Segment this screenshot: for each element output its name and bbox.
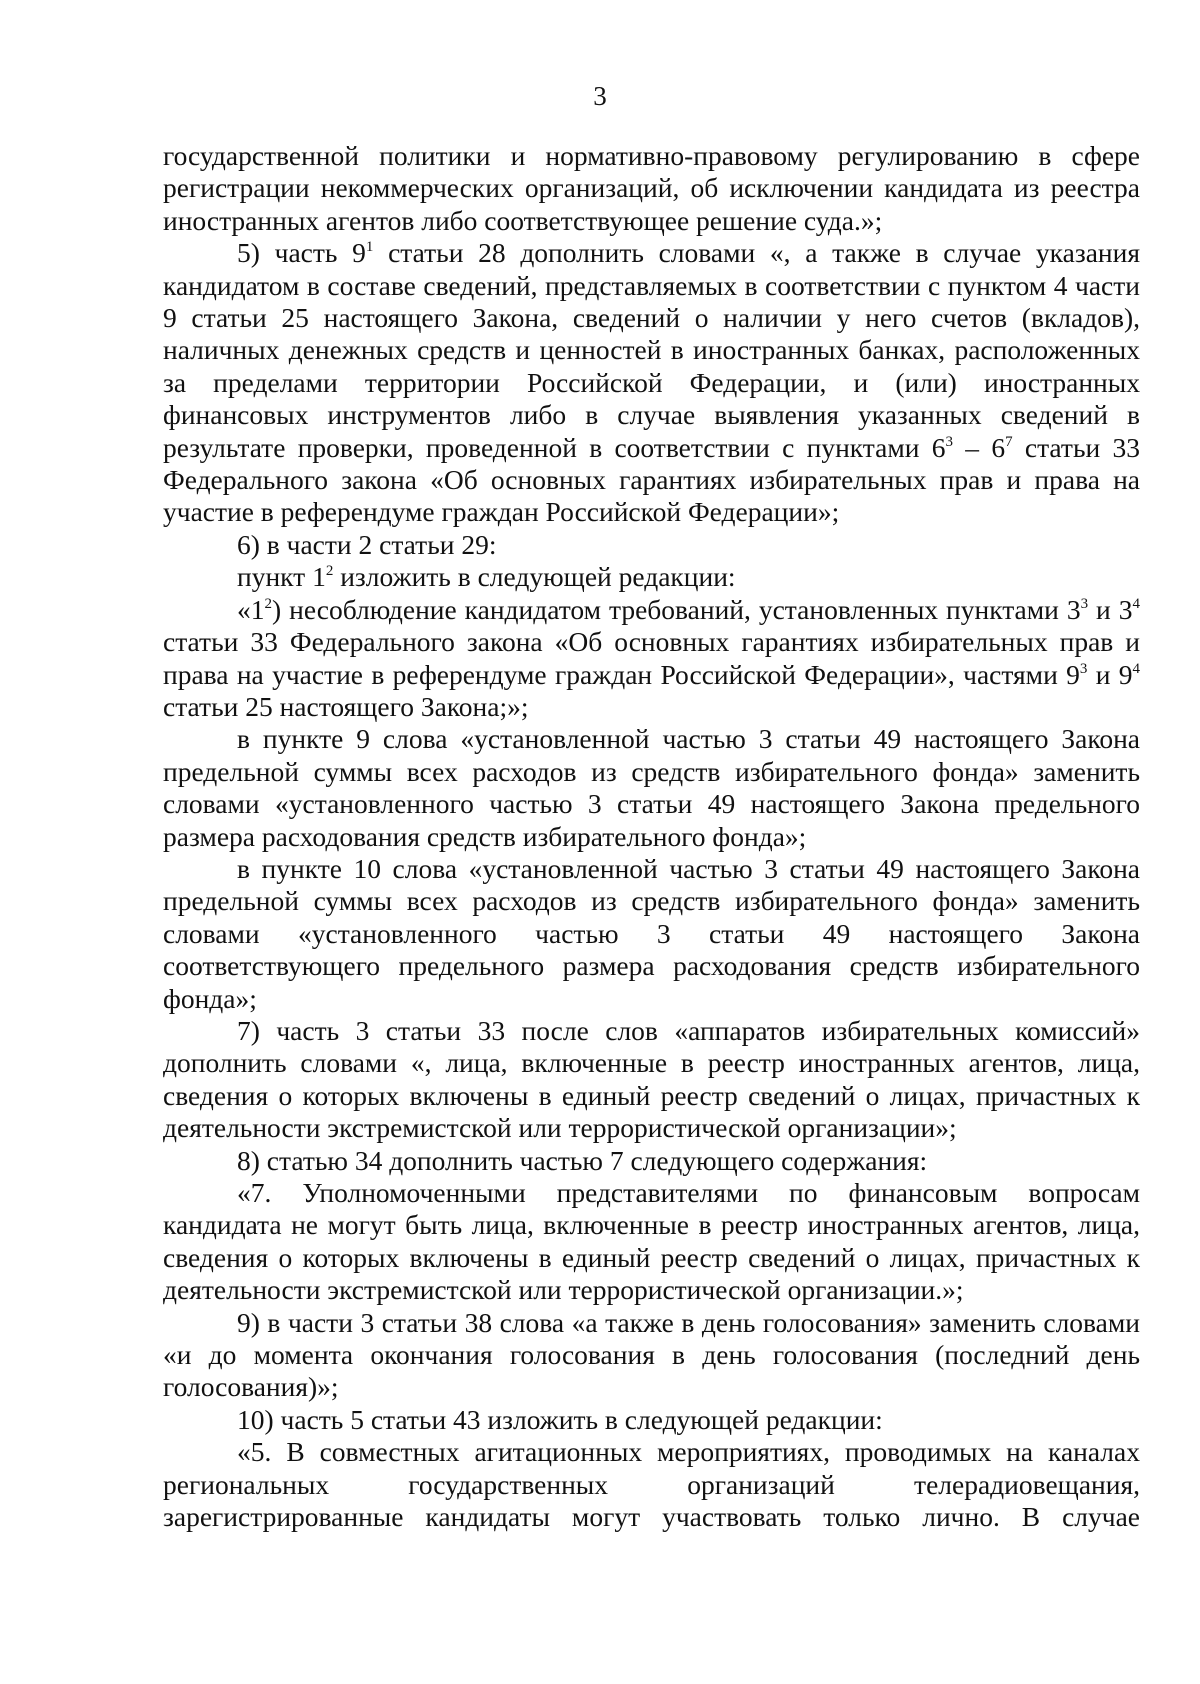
superscript: 2 [325, 563, 334, 580]
superscript: 3 [945, 433, 954, 450]
paragraph-quote-1-2: «$1^2$) несоблюдение кандидатом требований, установленных пунктами $3^3$ и $3^4$ статьи 33 Федерального закона «Об основных гарантиях избирательных прав и права на участие в референдуме граждан Российской Федерации», частями $9^3$ и $9^4$ статьи 25 настоящего Закона;»; [163, 593, 1141, 722]
superscript: 7 [1005, 433, 1013, 450]
superscript: 1 [365, 239, 374, 256]
page-number: 3 [593, 81, 607, 111]
paragraph-quote-5: «5. В совместных агитационных мероприятиях, проводимых на каналах региональных государственных организаций телерадиовещания, зарегистрированные кандидаты могут участвовать только лично. В случае [163, 1436, 1140, 1533]
paragraph: государственной политики и нормативно-правовому регулированию в сфере регистрации некоммерческих организаций, об исключении кандидата из реестра иностранных агентов либо соответствующее решение суда.»; [163, 140, 1140, 236]
paragraph-item-9: 9) в части 3 статьи 38 слова «а также в день голосования» заменить словами «и до момента окончания голосования в день голосования (последний день голосования)»; [163, 1306, 1140, 1403]
paragraph-quote-7: «7. Уполномоченными представителями по финансовым вопросам кандидата не могут быть лица, включенные в реестр иностранных агентов, лица, сведения о которых включены в единый реестр сведений о лицах, причастных к деятельности экстремистской или террористической организации.»; [163, 1177, 1140, 1306]
superscript: 3 [1079, 660, 1088, 677]
paragraph-item-6: 6) в части 2 статьи 29: [237, 528, 497, 560]
superscript: 2 [264, 595, 272, 612]
paragraph-item-10: 10) часть 5 статьи 43 изложить в следующей редакции: [237, 1403, 883, 1435]
paragraph: пункт $1^2$ изложить в следующей редакции: [237, 561, 736, 593]
paragraph: в пункте 9 слова «установленной частью 3 статьи 49 настоящего Закона предельной суммы всех расходов из средств избирательного фонда» заменить словами «установленного частью 3 статьи 49 настоящего Закона предельного размера расходования средств избирательного фонда»; [163, 723, 1140, 852]
paragraph-item-5: 5) часть $9^1$ статьи 28 дополнить словами «, а также в случае указания кандидатом в составе сведений, представляемых в соответствии с пунктом 4 части 9 статьи 25 настоящего Закона, сведений о наличии у него счетов (вкладов), наличных денежных средств и ценностей в иностранных банках, расположенных за пределами территории Российской Федерации, и (или) иностранных финансовых инструментов либо в случае выявления указанных сведений в результате проверки, проведенной в соответствии с пунктами $6^3 - 6^7$ статьи 33 Федерального закона «Об основных гарантиях избирательных прав и права на участие в референдуме граждан Российской Федерации»; [163, 237, 1140, 528]
paragraph: в пункте 10 слова «установленной частью 3 статьи 49 настоящего Закона предельной суммы всех расходов из средств избирательного фонда» заменить словами «установленного частью 3 статьи 49 настоящего Закона соответствующего предельного размера расходования средств избирательного фонда»; [163, 852, 1140, 1014]
text-body [163, 140, 1140, 1533]
paragraph-item-8: 8) статью 34 дополнить частью 7 следующего содержания: [237, 1144, 928, 1176]
superscript: 4 [1132, 660, 1141, 677]
superscript: 4 [1132, 595, 1140, 612]
superscript: 3 [1080, 595, 1089, 612]
paragraph-item-7: 7) часть 3 статьи 33 после слов «аппаратов избирательных комиссий» дополнить словами «, лица, включенные в реестр иностранных агентов, лица, сведения о которых включены в единый реестр сведений о лицах, причастных к деятельности экстремистской или террористической организации»; [163, 1014, 1140, 1144]
